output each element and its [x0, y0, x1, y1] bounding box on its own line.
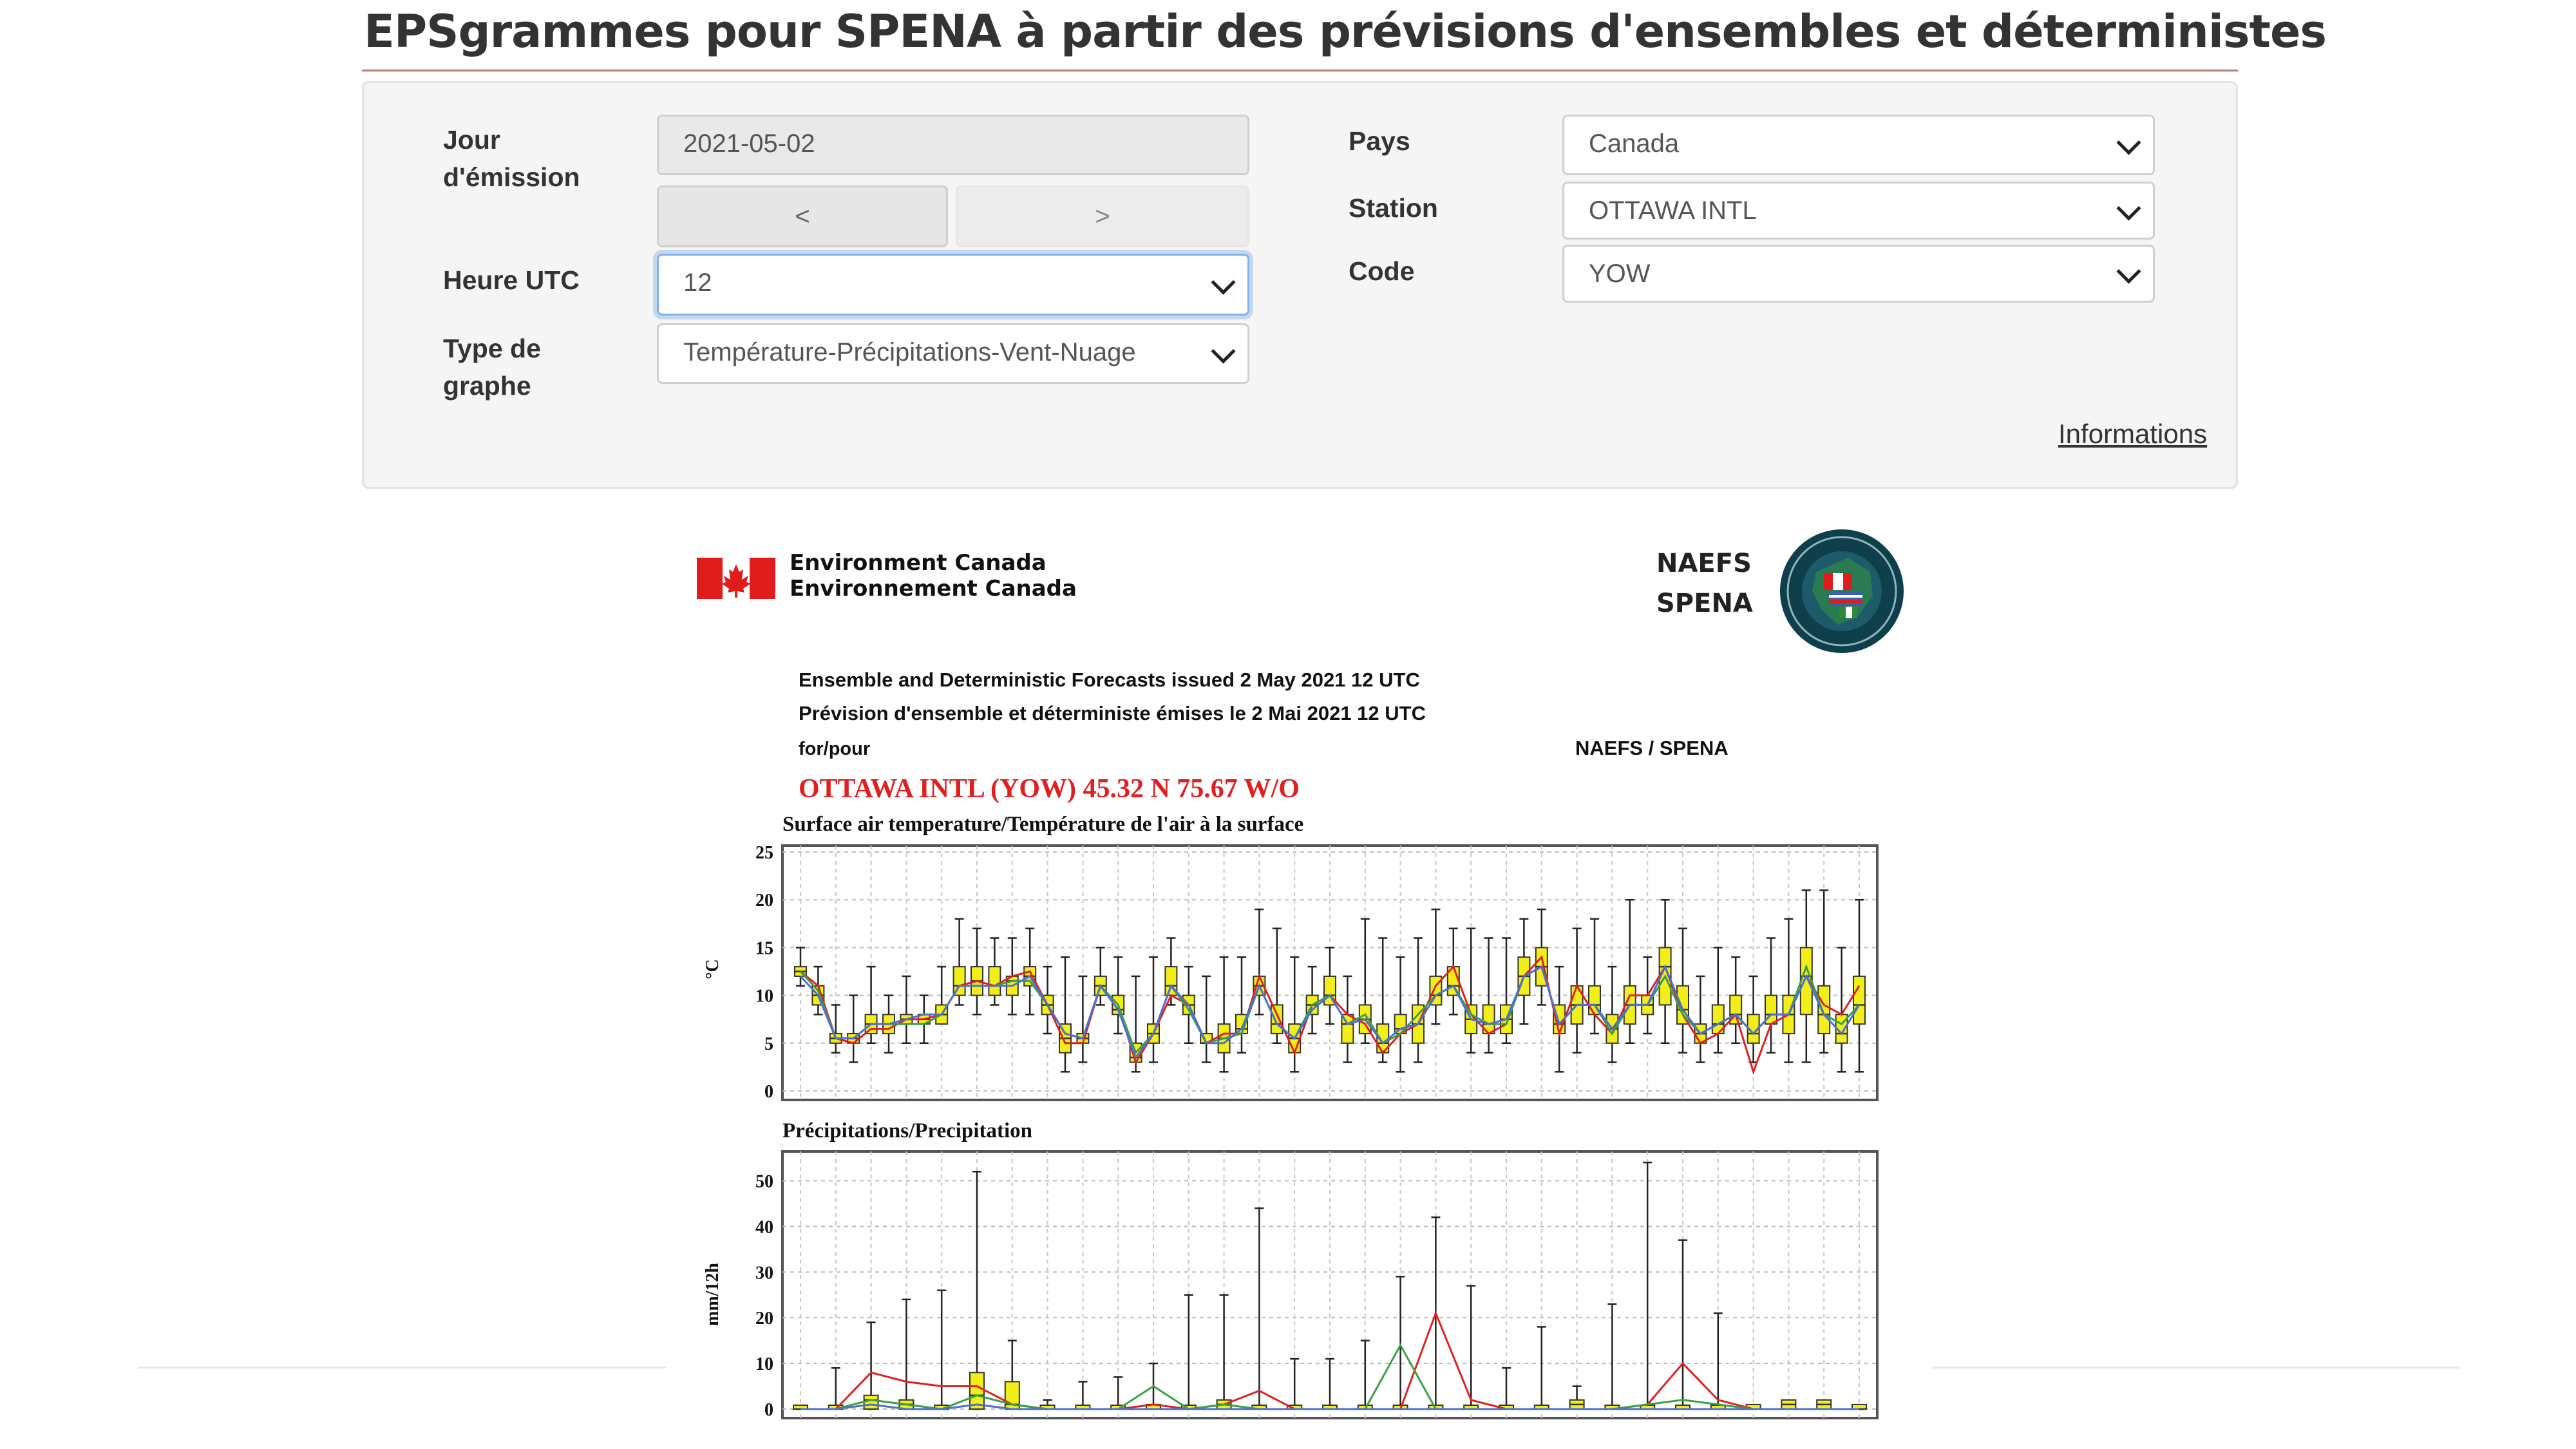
- footer-divider-right: [1932, 1367, 2460, 1368]
- chart-panel-1: [703, 813, 1877, 1102]
- y-tick-label: 15: [755, 938, 773, 959]
- agency-french: Environnement Canada: [790, 576, 1077, 601]
- code-value: YOW: [1589, 260, 1651, 288]
- chevron-down-icon: [2116, 196, 2141, 220]
- station-label: Station: [1349, 193, 1438, 223]
- box-iqr: [989, 967, 1000, 996]
- utc-hour-select[interactable]: [657, 254, 1249, 316]
- box-plot: [1817, 1400, 1831, 1409]
- utc-hour-label: Heure UTC: [443, 265, 580, 295]
- box-iqr: [1853, 976, 1865, 1024]
- code-label: Code: [1349, 256, 1415, 286]
- previous-day-label: <: [795, 202, 810, 231]
- spena-label: SPENA: [1656, 589, 1753, 618]
- graph-type-select[interactable]: [657, 323, 1249, 384]
- station-line: OTTAWA INTL (YOW) 45.32 N 75.67 W/O: [799, 774, 1300, 804]
- box-plot: [1781, 1400, 1795, 1409]
- y-tick-label: 0: [764, 1082, 773, 1102]
- y-tick-label: 20: [755, 891, 773, 911]
- naefs-seal-icon: [1780, 529, 1904, 653]
- canada-flag-icon: [697, 558, 775, 599]
- y-tick-label: 10: [755, 986, 773, 1007]
- graph-type-value: Température-Précipitations-Vent-Nuage: [683, 338, 1136, 366]
- for-pour-label: for/pour: [799, 739, 871, 759]
- y-tick-label: 30: [755, 1263, 773, 1283]
- epsgram-svg: [670, 515, 1951, 1443]
- y-axis-label: °C: [703, 959, 723, 980]
- chevron-down-icon: [2116, 130, 2141, 155]
- informations-link[interactable]: Informations: [2058, 419, 2208, 449]
- agency-english: Environment Canada: [790, 550, 1046, 576]
- chevron-down-icon: [2116, 259, 2141, 283]
- issue-day-label-line1: Jour: [443, 125, 500, 155]
- y-tick-label: 40: [755, 1217, 773, 1238]
- footer-divider-left: [138, 1367, 666, 1368]
- naefs-label: NAEFS: [1656, 549, 1752, 578]
- y-tick-label: 20: [755, 1309, 773, 1329]
- chart-title: Surface air temperature/Température de l'air à la surface: [782, 813, 1304, 836]
- issue-day-label-line2: d'émission: [443, 162, 580, 192]
- naefs-spena-label: NAEFS / SPENA: [1575, 737, 1728, 759]
- issue-day-value: 2021-05-02: [683, 129, 815, 158]
- previous-day-button[interactable]: [657, 185, 948, 247]
- y-tick-label: 5: [764, 1034, 773, 1054]
- chart-title: Précipitations/Precipitation: [782, 1119, 1032, 1142]
- chart-panel-2: [703, 1119, 1877, 1420]
- country-select[interactable]: [1562, 115, 2155, 175]
- title-divider: [362, 70, 2238, 71]
- station-select[interactable]: [1562, 182, 2155, 240]
- next-day-label: >: [1095, 202, 1110, 231]
- y-tick-label: 50: [755, 1171, 773, 1192]
- epsgram-graphic: [670, 515, 1951, 1443]
- station-value: OTTAWA INTL: [1589, 196, 1757, 225]
- y-axis-label: mm/12h: [703, 1263, 723, 1326]
- y-tick-label: 25: [755, 843, 773, 863]
- graph-type-label-line1: Type de: [443, 334, 541, 363]
- country-label: Pays: [1349, 126, 1410, 156]
- code-select[interactable]: [1562, 245, 2155, 303]
- country-value: Canada: [1589, 129, 1680, 158]
- page-title: EPSgrammes pour SPENA à partir des prévisions d'ensembles et déterministes: [364, 5, 2327, 58]
- graph-type-label-line2: graphe: [443, 371, 531, 401]
- next-day-button[interactable]: [956, 185, 1249, 247]
- y-tick-label: 0: [764, 1400, 773, 1420]
- y-tick-label: 10: [755, 1354, 773, 1375]
- box-iqr: [1271, 1005, 1283, 1034]
- box-iqr: [864, 1396, 878, 1409]
- utc-hour-value: 12: [683, 269, 712, 297]
- issue-day-input[interactable]: [657, 115, 1249, 175]
- issued-french: Prévision d'ensemble et déterministe émises le 2 Mai 2021 12 UTC: [799, 702, 1426, 724]
- issue-day-label: [443, 121, 580, 196]
- box-iqr: [1818, 986, 1830, 1034]
- graph-type-label: [443, 330, 541, 404]
- chevron-down-icon: [1211, 270, 1235, 294]
- chevron-down-icon: [1211, 339, 1235, 363]
- issued-english: Ensemble and Deterministic Forecasts issued 2 May 2021 12 UTC: [799, 668, 1420, 691]
